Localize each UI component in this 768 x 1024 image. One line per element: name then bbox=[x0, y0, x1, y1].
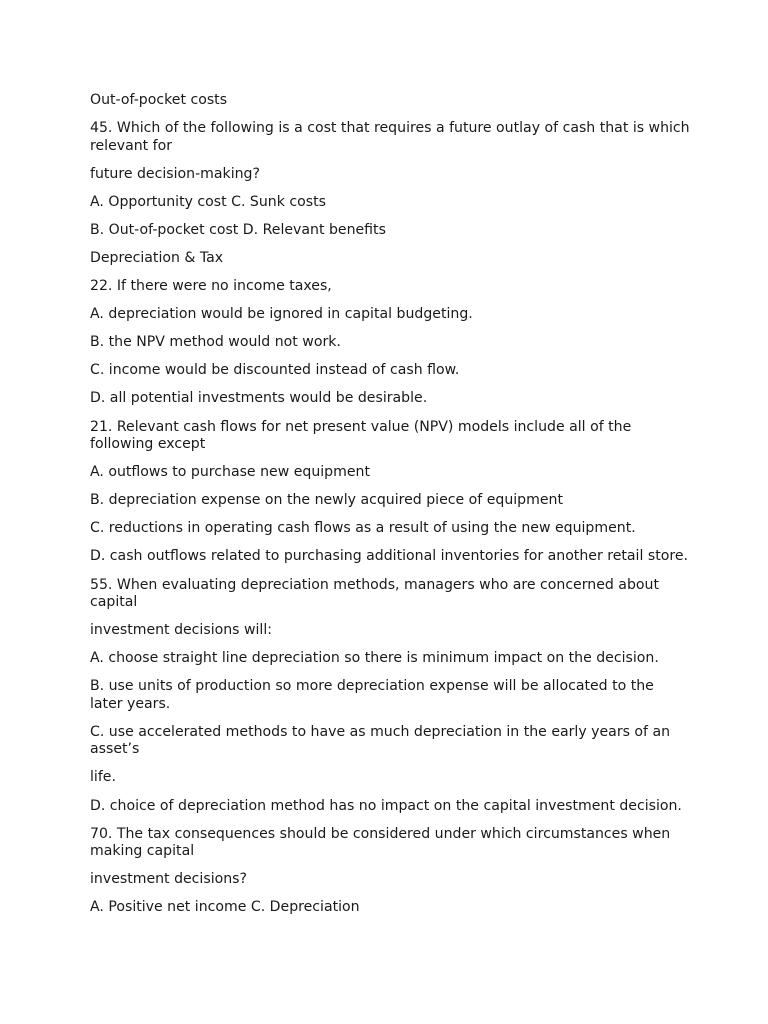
question-21-option-a: A. outflows to purchase new equipment bbox=[90, 464, 370, 481]
question-45-options-b-d: B. Out-of-pocket cost D. Relevant benefits bbox=[90, 221, 386, 238]
question-22-option-a: A. depreciation would be ignored in capital budgeting. bbox=[90, 306, 473, 323]
section-heading-out-of-pocket: Out-of-pocket costs bbox=[90, 92, 228, 108]
question-21-stem: 21. Relevant cash flows for net present value (NPV) models include all of the following except bbox=[90, 418, 632, 453]
question-22-option-d: D. all potential investments would be desirable. bbox=[90, 390, 428, 407]
question-21-option-b: B. depreciation expense on the newly acquired piece of equipment bbox=[90, 492, 563, 509]
question-55-option-c-continued: life. bbox=[90, 769, 116, 786]
section-heading-depreciation-tax: Depreciation & Tax bbox=[90, 249, 224, 266]
question-70-stem: 70. The tax consequences should be considered under which circumstances when making capital bbox=[90, 825, 671, 860]
question-70-options-a-c: A. Positive net income C. Depreciation bbox=[90, 899, 360, 916]
question-45-stem: 45. Which of the following is a cost that requires a future outlay of cash that is which relevant for bbox=[90, 120, 690, 154]
question-55-option-a: A. choose straight line depreciation so there is minimum impact on the decision. bbox=[90, 650, 659, 667]
question-55-stem: 55. When evaluating depreciation methods, managers who are concerned about capital bbox=[90, 576, 659, 610]
question-45-stem-continued: future decision-making? bbox=[90, 165, 260, 182]
question-21-option-d: D. cash outflows related to purchasing additional inventories for another retail store. bbox=[90, 548, 688, 565]
question-21-option-c: C. reductions in operating cash flows as a result of using the new equipment. bbox=[90, 520, 636, 537]
question-55-option-d: D. choice of depreciation method has no impact on the capital investment decision. bbox=[90, 797, 682, 814]
question-55-option-b: B. use units of production so more depreciation expense will be allocated to the later years. bbox=[90, 678, 654, 712]
question-70-stem-continued: investment decisions? bbox=[90, 871, 247, 888]
document-page bbox=[90, 92, 690, 927]
question-55-stem-continued: investment decisions will: bbox=[90, 622, 273, 639]
question-22-stem: 22. If there were no income taxes, bbox=[90, 278, 332, 295]
question-22-option-b: B. the NPV method would not work. bbox=[90, 334, 341, 351]
question-22-option-c: C. income would be discounted instead of cash flow. bbox=[90, 362, 460, 379]
question-55-option-c: C. use accelerated methods to have as much depreciation in the early years of an asset’s bbox=[90, 723, 671, 758]
question-45-options-a-c: A. Opportunity cost C. Sunk costs bbox=[90, 193, 326, 210]
